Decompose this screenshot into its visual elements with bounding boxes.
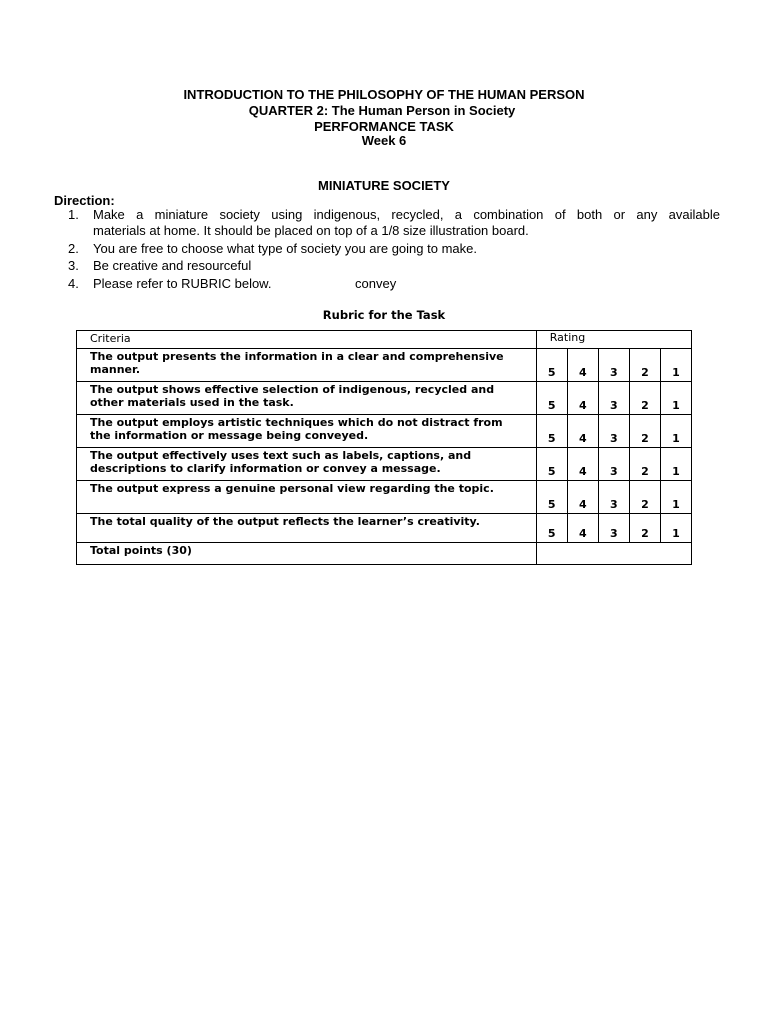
rating-cell: 2 bbox=[629, 415, 660, 448]
rating-cell: 5 bbox=[536, 415, 567, 448]
rubric-header-row bbox=[77, 331, 692, 349]
item-text: Be creative and resourceful bbox=[93, 258, 252, 273]
rating-cell: 1 bbox=[660, 415, 691, 448]
total-label: Total points (30) bbox=[77, 543, 537, 565]
item-text: You are free to choose what type of society you are going to make. bbox=[93, 241, 477, 256]
item-number: 2. bbox=[68, 241, 79, 256]
item-text-line1: Make a miniature society using indigenous, recycled, a combination of both or any available bbox=[93, 207, 720, 222]
quarter-heading: QUARTER 2: The Human Person in Society bbox=[248, 103, 516, 118]
rating-cell: 3 bbox=[598, 448, 629, 481]
total-value-cell bbox=[536, 543, 691, 565]
week-heading: Week 6 bbox=[361, 133, 407, 148]
item-number: 4. bbox=[68, 276, 79, 291]
rating-cell: 5 bbox=[536, 382, 567, 415]
item-number: 1. bbox=[68, 207, 79, 222]
rating-cell: 2 bbox=[629, 481, 660, 514]
rating-cell: 4 bbox=[567, 349, 598, 382]
rubric-table bbox=[76, 330, 692, 565]
rating-cell: 1 bbox=[660, 349, 691, 382]
rating-cell: 3 bbox=[598, 514, 629, 543]
rating-cell: 3 bbox=[598, 382, 629, 415]
rating-cell: 2 bbox=[629, 448, 660, 481]
rating-cell: 3 bbox=[598, 481, 629, 514]
rating-cell: 3 bbox=[598, 415, 629, 448]
task-title: MINIATURE SOCIETY bbox=[318, 178, 450, 193]
rating-cell: 4 bbox=[567, 481, 598, 514]
rating-cell: 3 bbox=[598, 349, 629, 382]
rating-cell: 1 bbox=[660, 382, 691, 415]
criterion-cell: The output presents the information in a clear and comprehensive manner. bbox=[77, 349, 537, 382]
criterion-cell: The output express a genuine personal view regarding the topic. bbox=[77, 481, 537, 514]
rating-cell: 5 bbox=[536, 349, 567, 382]
rating-cell: 4 bbox=[567, 415, 598, 448]
rubric-row bbox=[77, 349, 692, 382]
rating-cell: 5 bbox=[536, 514, 567, 543]
criterion-cell: The output employs artistic techniques which do not distract from the information or message being conveyed. bbox=[77, 415, 537, 448]
rating-header: Rating bbox=[536, 331, 691, 349]
total-row bbox=[77, 543, 692, 565]
rubric-row bbox=[77, 448, 692, 481]
stray-word: convey bbox=[355, 276, 397, 291]
rating-cell: 2 bbox=[629, 514, 660, 543]
item-number: 3. bbox=[68, 258, 79, 273]
rating-cell: 4 bbox=[567, 514, 598, 543]
rubric-row bbox=[77, 382, 692, 415]
document-title: INTRODUCTION TO THE PHILOSOPHY OF THE HUMAN PERSON bbox=[183, 87, 585, 102]
item-text: Please refer to RUBRIC below. bbox=[93, 276, 272, 291]
rating-cell: 4 bbox=[567, 448, 598, 481]
task-heading: PERFORMANCE TASK bbox=[314, 119, 454, 134]
rating-cell: 2 bbox=[629, 349, 660, 382]
rating-cell: 1 bbox=[660, 514, 691, 543]
rubric-caption: Rubric for the Task bbox=[322, 308, 446, 322]
criterion-cell: The output effectively uses text such as labels, captions, and descriptions to clarify information or convey a message. bbox=[77, 448, 537, 481]
criteria-header: Criteria bbox=[77, 331, 537, 349]
item-text-line2: materials at home. It should be placed on top of a 1/8 size illustration board. bbox=[93, 223, 529, 238]
rating-cell: 2 bbox=[629, 382, 660, 415]
rating-cell: 5 bbox=[536, 448, 567, 481]
rating-cell: 4 bbox=[567, 382, 598, 415]
rating-cell: 1 bbox=[660, 481, 691, 514]
criterion-cell: The total quality of the output reflects the learner’s creativity. bbox=[77, 514, 537, 543]
direction-label: Direction: bbox=[54, 193, 115, 208]
rating-cell: 1 bbox=[660, 448, 691, 481]
criterion-cell: The output shows effective selection of indigenous, recycled and other materials used in the task. bbox=[77, 382, 537, 415]
rubric-row bbox=[77, 415, 692, 448]
rubric-row bbox=[77, 514, 692, 543]
rubric-row bbox=[77, 481, 692, 514]
rating-cell: 5 bbox=[536, 481, 567, 514]
